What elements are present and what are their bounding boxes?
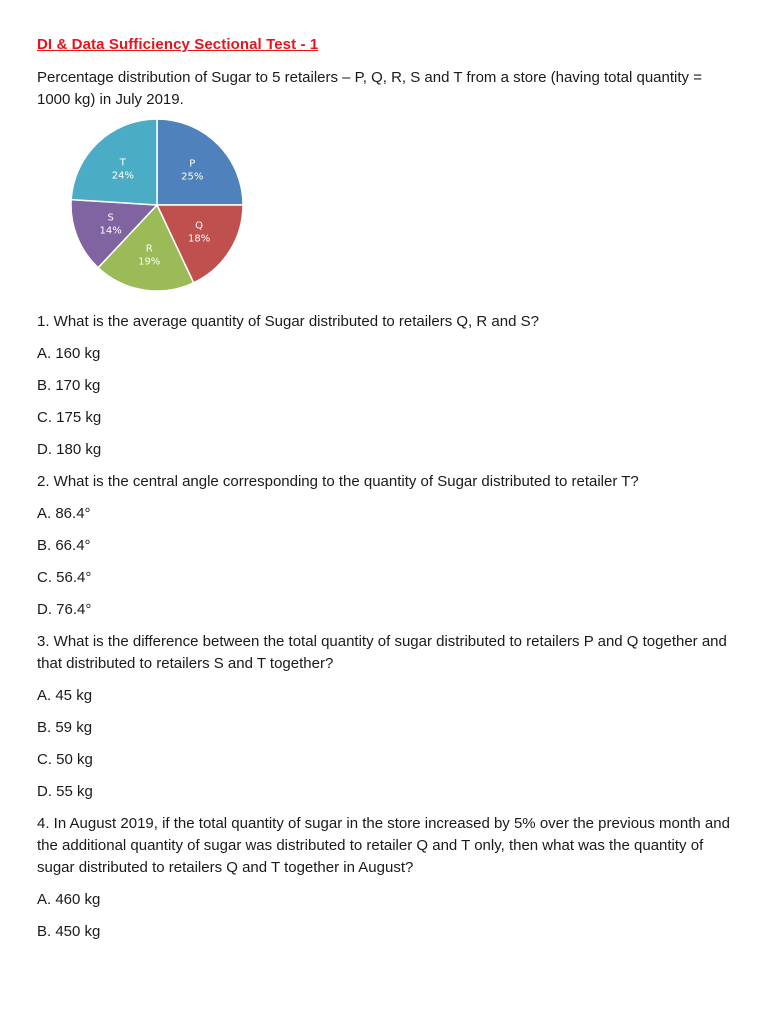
question-2-option-a: A. 86.4°: [37, 505, 91, 522]
question-1-option-b: B. 170 kg: [37, 377, 101, 394]
pie-label-value-p: 25%: [181, 171, 204, 183]
pie-label-value-q: 18%: [187, 233, 211, 245]
document-page: [37, 36, 737, 953]
question-3: 3. What is the difference between the total quantity of sugar distributed to retailers P and Q together and that distributed to retailers S and T together?: [37, 633, 727, 672]
pie-label-value-r: 19%: [138, 256, 161, 268]
pie-label-value-t: 24%: [111, 170, 134, 182]
question-2-option-c: C. 56.4°: [37, 569, 92, 586]
question-4-option-a: A. 460 kg: [37, 891, 101, 908]
question-3-option-b: B. 59 kg: [37, 719, 93, 736]
question-4: 4. In August 2019, if the total quantity of sugar in the store increased by 5% over the previous month and the additional quantity of sugar was distributed to retailer Q and T only, then what was the quantity of sugar distributed to retailers Q and T together in August?: [37, 815, 730, 876]
question-3-option-a: A. 45 kg: [37, 687, 93, 704]
question-1-option-c: C. 175 kg: [37, 409, 102, 426]
question-2-option-b: B. 66.4°: [37, 537, 91, 554]
pie-label-value-s: 14%: [99, 225, 122, 237]
question-4-option-b: B. 450 kg: [37, 923, 101, 940]
question-1-option-a: A. 160 kg: [37, 345, 101, 362]
question-1-option-d: D. 180 kg: [37, 441, 102, 458]
question-3-option-d: D. 55 kg: [37, 783, 93, 800]
pie-chart-svg: [57, 117, 287, 293]
pie-slice-p: [157, 119, 243, 205]
question-list: [37, 311, 737, 943]
question-1: 1. What is the average quantity of Sugar distributed to retailers Q, R and S?: [37, 313, 539, 330]
pie-label-category-q: Q: [195, 220, 204, 232]
question-3-option-c: C. 50 kg: [37, 751, 93, 768]
intro-text: Percentage distribution of Sugar to 5 retailers – P, Q, R, S and T from a store (having total quantity = 1000 kg) in July 2019.: [37, 69, 702, 108]
pie-chart: [57, 117, 287, 293]
pie-label-category-s: S: [107, 212, 114, 224]
pie-label-category-p: P: [189, 158, 196, 170]
question-2-option-d: D. 76.4°: [37, 601, 92, 618]
pie-slice-t: [71, 119, 157, 205]
pie-label-category-r: R: [145, 243, 153, 255]
page-title: DI & Data Sufficiency Sectional Test - 1: [37, 36, 319, 53]
pie-label-category-t: T: [119, 157, 126, 169]
question-2: 2. What is the central angle corresponding to the quantity of Sugar distributed to retailer T?: [37, 473, 639, 490]
